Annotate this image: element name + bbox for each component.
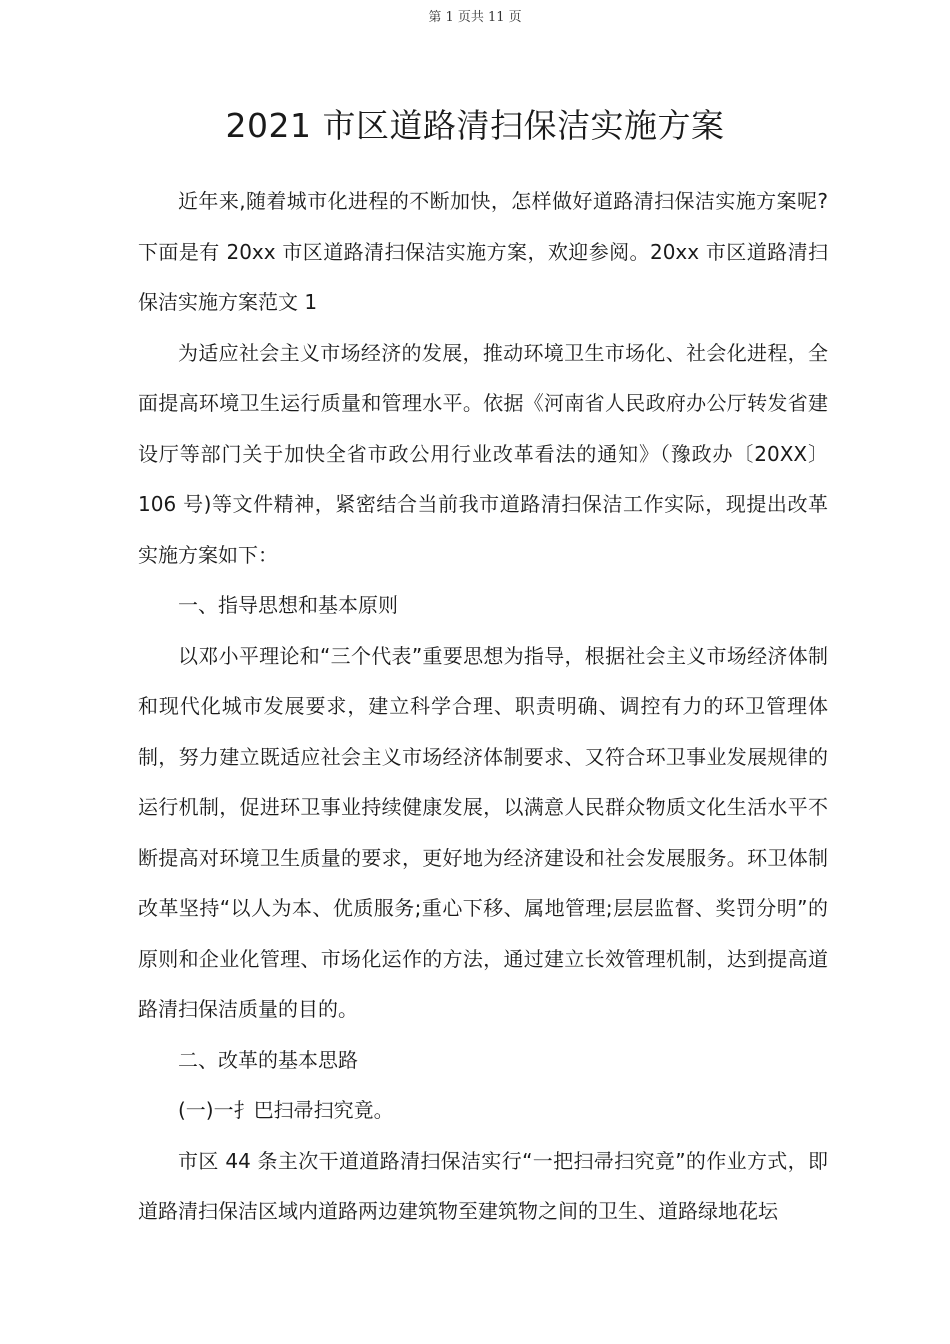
paragraph-purpose: 为适应社会主义市场经济的发展，推动环境卫生市场化、社会化进程，全面提高环境卫生运行质量和管理水平。依据《河南省人民政府办公厅转发省建设厅等部门关于加快全省市政公用行业改革看法的通知》（豫政办〔20XX〕106 号)等文件精神，紧密结合当前我市道路清扫保洁工作实际，现提出改革实施方案如下： [138,340,828,567]
section-heading-1: 一、指导思想和基本原则 [178,593,398,617]
subsection-heading-1: (一)一扌巴扫帚扫究竟。 [178,1098,394,1122]
document-title: 2021 市区道路清扫保洁实施方案 [225,106,725,145]
paragraph-subsection-1: 市区 44 条主次干道道路清扫保洁实行“一把扫帚扫究竟”的作业方式，即道路清扫保洁区域内道路两边建筑物至建筑物之间的卫生、道路绿地花坛 [138,1148,828,1223]
page-indicator: 第 1 页共 11 页 [428,10,522,25]
section-heading-2: 二、改革的基本思路 [178,1047,358,1072]
paragraph-intro: 近年来,随着城市化进程的不断加快，怎样做好道路清扫保洁实施方案呢?下面是有 20xx 市区道路清扫保洁实施方案，欢迎参阅。20xx 市区道路清扫保洁实施方案范文 1 [138,189,828,314]
document-body [138,176,828,1237]
paragraph-guiding-principles: 以邓小平理论和“三个代表”重要思想为指导，根据社会主义市场经济体制和现代化城市发展要求，建立科学合理、职责明确、调控有力的环卫管理体制，努力建立既适应社会主义市场经济体制要求、又符合环卫事业发展规律的运行机制，促进环卫事业持续健康发展，以满意人民群众物质文化生活水平不断提高对环境卫生质量的要求，更好地为经济建设和社会发展服务。环卫体制改革坚持“以人为本、优质服务;重心下移、属地管理;层层监督、奖罚分明”的原则和企业化管理、市场化运作的方法，通过建立长效管理机制，达到提高道路清扫保洁质量的目的。 [138,643,828,1021]
